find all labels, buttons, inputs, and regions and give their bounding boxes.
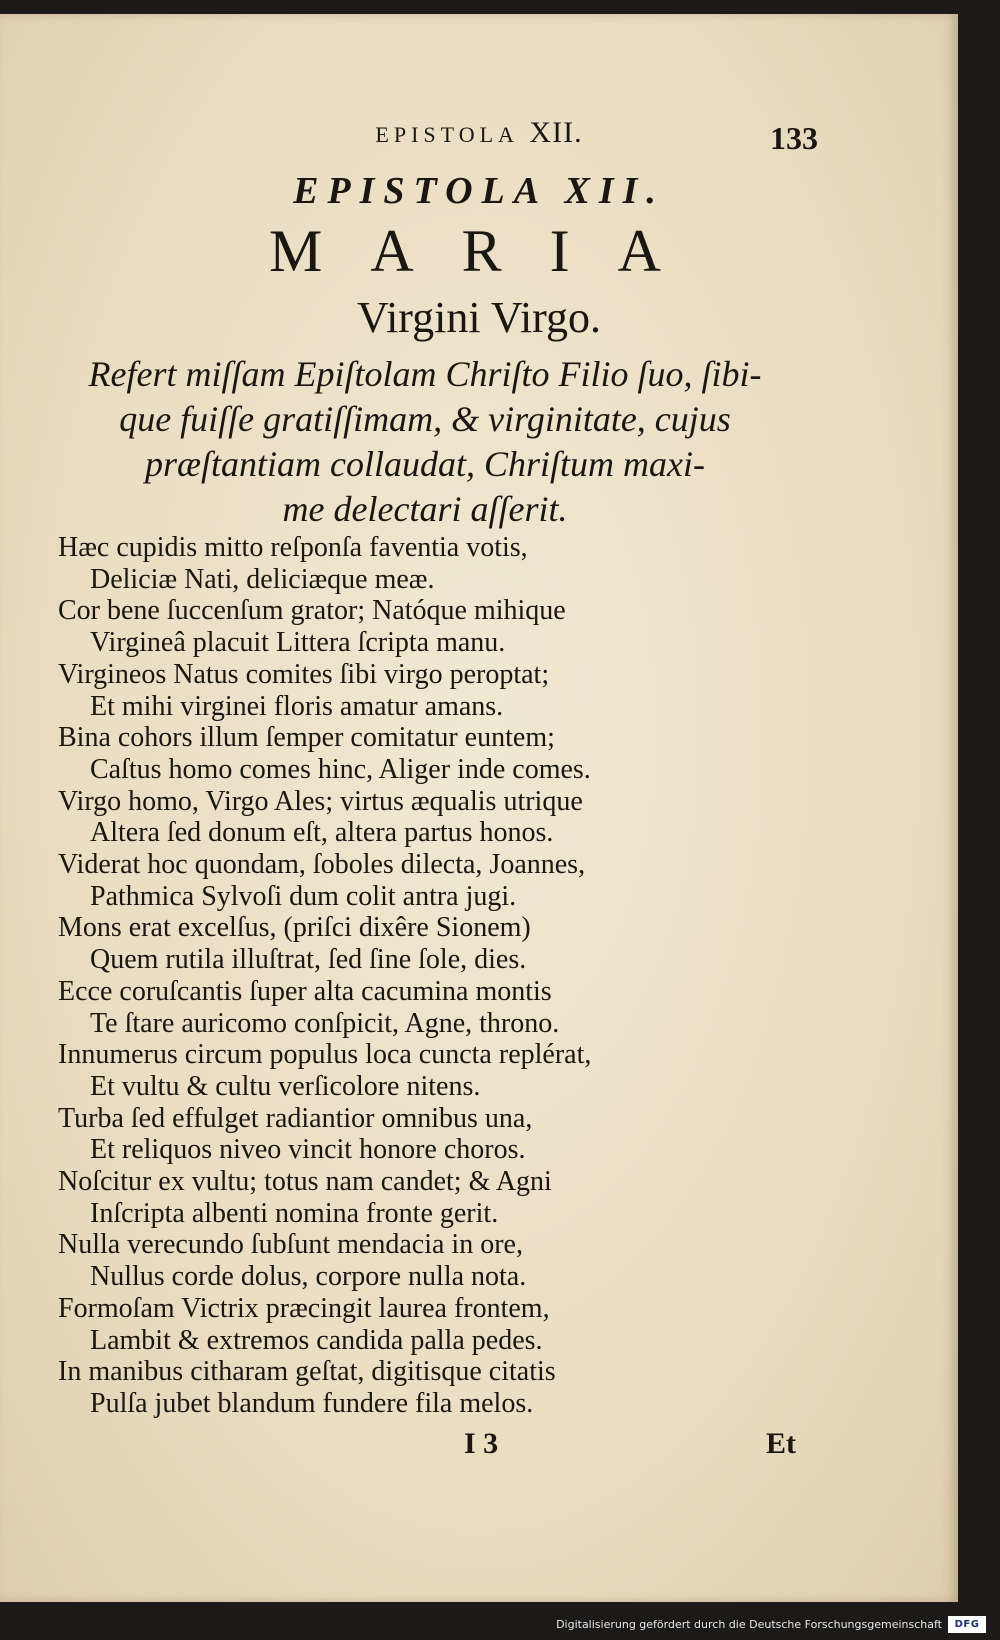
dfg-logo-icon: DFG: [948, 1616, 986, 1633]
verse-line: Turba ſed effulget radiantior omnibus una,: [58, 1102, 533, 1134]
argument-line: me delectari aſſerit.: [282, 489, 568, 529]
signature-mark: I 3: [464, 1427, 499, 1460]
verse-line: Virgo homo, Virgo Ales; virtus æqualis utrique: [58, 785, 583, 817]
running-head-word: EPISTOLA: [375, 122, 519, 147]
verse-line: Et mihi virginei floris amatur amans.: [90, 690, 504, 722]
verse-line: Et vultu & cultu verſicolore nitens.: [90, 1070, 481, 1102]
poem-text: [58, 532, 778, 1420]
verse-line: Cor bene ſuccenſum grator; Natóque mihique: [58, 595, 566, 627]
verse-line: Bina cohors illum ſemper comitatur euntem;: [58, 722, 555, 754]
argument-line: præſtantiam collaudat, Chriſtum maxi-: [144, 444, 705, 484]
recipient-heading: Virgini Virgo.: [356, 293, 602, 342]
author-heading: MARIA: [268, 218, 709, 284]
page-number: 133: [770, 120, 818, 156]
verse-line: Lambit & extremos candida palla pedes.: [90, 1324, 543, 1356]
book-page: [0, 14, 958, 1602]
verse-line: Quem rutila illuſtrat, ſed ſine ſole, dies.: [90, 944, 527, 976]
verse-line: Ecce coruſcantis ſuper alta cacumina montis: [58, 975, 552, 1007]
verse-line: In manibus citharam geſtat, digitisque citatis: [58, 1356, 556, 1388]
verse-line: Nulla verecundo ſubſunt mendacia in ore,: [58, 1229, 523, 1261]
verse-line: Hæc cupidis mitto reſponſa faventia votis,: [58, 532, 528, 563]
verse-line: Altera ſed donum eſt, altera partus honos.: [90, 817, 554, 849]
verse-line: Nullus corde dolus, corpore nulla nota.: [90, 1261, 527, 1293]
digitization-note: Digitalisierung gefördert durch die Deutsche Forschungsgemeinschaft: [556, 1618, 942, 1631]
argument-line: que fuiſſe gratiſſimam, & virginitate, cujus: [119, 399, 731, 439]
verse-line: Viderat hoc quondam, ſoboles dilecta, Joannes,: [58, 849, 586, 881]
catchword: Et: [766, 1427, 796, 1460]
verse-line: Formoſam Victrix præcingit laurea frontem,: [58, 1292, 550, 1324]
verse-line: Virgineos Natus comites ſibi virgo peroptat;: [58, 658, 550, 690]
verse-line: Innumerus circum populus loca cuncta replérat,: [58, 1039, 592, 1071]
letter-heading: EPISTOLA XII.: [293, 170, 665, 212]
verse-line: Mons erat excelſus, (priſci dixêre Sionem): [58, 912, 531, 944]
verse-line: Noſcitur ex vultu; totus nam candet; & Agni: [58, 1166, 552, 1198]
verse-line: Inſcripta albenti nomina fronte gerit.: [90, 1197, 499, 1229]
verse-line: Virgineâ placuit Littera ſcripta manu.: [90, 627, 506, 659]
verse-line: Deliciæ Nati, deliciæque meæ.: [90, 563, 435, 595]
verse-line: Pulſa jubet blandum fundere fila melos.: [90, 1387, 534, 1419]
argument-summary: [60, 352, 790, 532]
verse-line: Pathmica Sylvoſi dum colit antra jugi.: [90, 880, 517, 912]
verse-line: Et reliquos niveo vincit honore choros.: [90, 1134, 526, 1166]
running-head-number: XII.: [529, 116, 583, 149]
verse-line: Caſtus homo comes hinc, Aliger inde comes.: [90, 753, 591, 785]
footer-bar: [0, 1602, 1000, 1640]
argument-line: Refert miſſam Epiſtolam Chriſto Filio ſuo, ſibi-: [88, 354, 762, 394]
verse-line: Te ſtare auricomo conſpicit, Agne, throno.: [90, 1007, 560, 1039]
